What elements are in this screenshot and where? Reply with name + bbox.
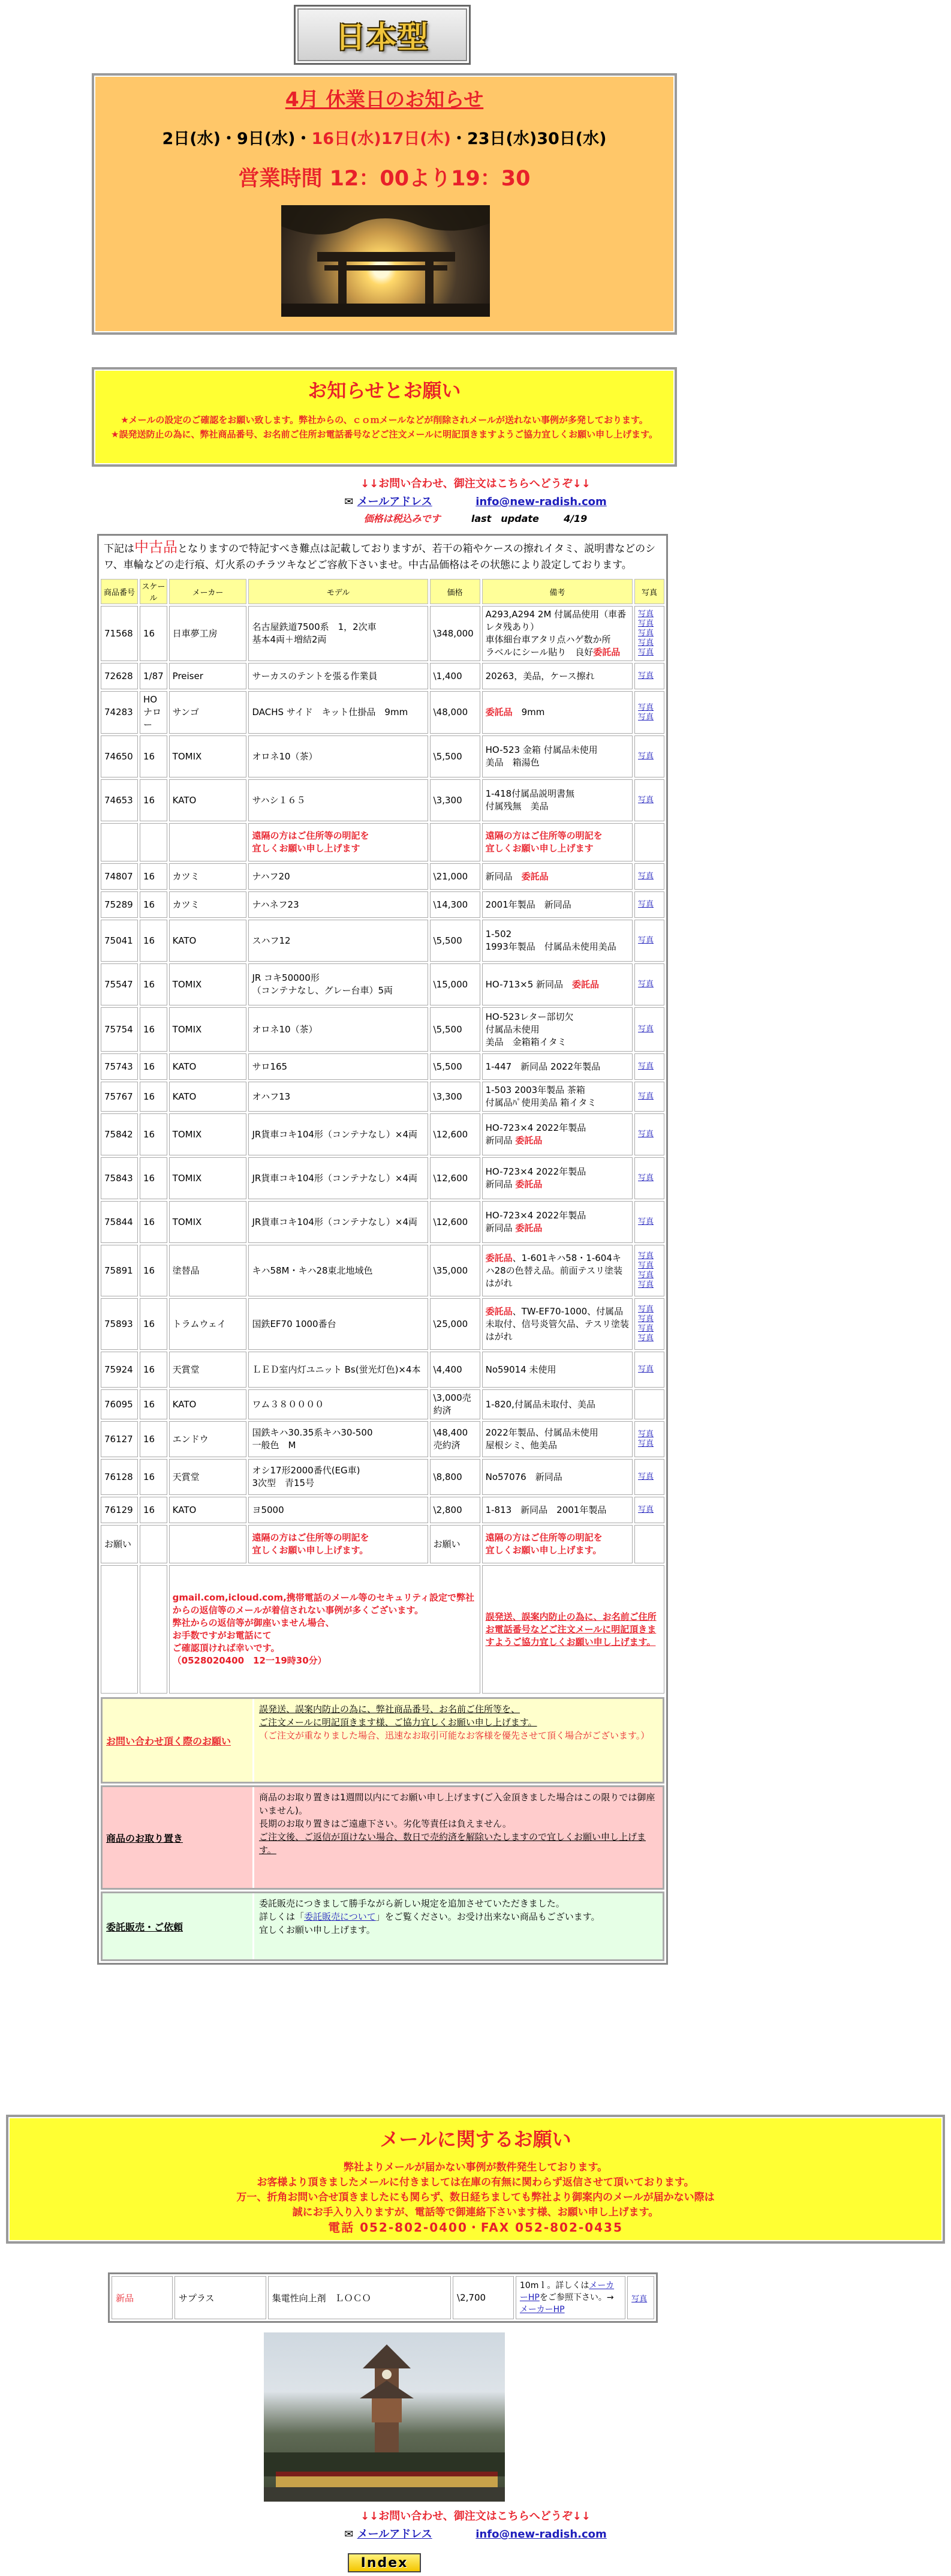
table-row — [101, 1497, 664, 1523]
item-price: \21,000 — [430, 863, 480, 890]
inquiry-label: お問い合わせ頂く際のお願い — [103, 1699, 252, 1782]
table-row — [101, 1352, 664, 1388]
item-scale: 16 — [140, 891, 167, 918]
notice-title: お知らせとお願い — [308, 379, 461, 402]
item-number: 75843 — [101, 1157, 138, 1199]
table-row — [101, 735, 664, 777]
photo-link[interactable]: 写真 — [638, 900, 654, 909]
phone-fax: 電話 052-802-0400・FAX 052-802-0435 — [328, 2220, 623, 2235]
item-scale: 16 — [140, 863, 167, 890]
notice-line-2: ★誤発送防止の為に、弊社商品番号、お名前ご住所お電話番号などご注文メールに明記頂きますようご協力宜しくお願い申し上げます。 — [111, 429, 658, 440]
table-row — [101, 1082, 664, 1112]
item-number: 71568 — [101, 606, 138, 661]
item-price: \15,000 — [430, 963, 480, 1005]
item-maker: KATO — [169, 1082, 247, 1112]
item-maker: Preiser — [169, 663, 247, 689]
item-note: 20263，美品，ケース擦れ — [482, 663, 633, 689]
used-items-intro: 下記は中古品となりますので特記すべき難点は記載しておりますが、若干の箱やケースの擦れイタミ、説明書などのシワ、車輪などの走行痕、灯火系のチラツキなどご容赦下さいませ。中古品価格はその状態により設定しております。 — [104, 539, 656, 571]
item-note: 新同品 委託品 — [482, 863, 633, 890]
photo-link[interactable]: 写真 — [638, 629, 654, 638]
item-number: 76129 — [101, 1497, 138, 1523]
item-model: サロ165 — [248, 1053, 428, 1080]
item-model: JR貨車コキ104形（コンテナなし）×4両 — [248, 1157, 428, 1199]
item-price: \1,400 — [430, 663, 480, 689]
photo-link[interactable]: 写真 — [638, 1261, 654, 1270]
holiday-dates: 2日(水)・9日(水)・16日(水)17日(木)・23日(水)30日(水) — [162, 130, 607, 148]
item-number: 74653 — [101, 779, 138, 821]
item-price: \2,800 — [430, 1497, 480, 1523]
empty-cell — [101, 823, 138, 861]
table-row — [101, 1157, 664, 1199]
mail-address-link-bottom[interactable]: info@new-radish.com — [476, 2528, 607, 2541]
item-number: 74650 — [101, 735, 138, 777]
table-row — [101, 963, 664, 1005]
item-price: \5,500 — [430, 920, 480, 962]
item-price: \3,000売約済 — [430, 1389, 480, 1419]
item-maker: TOMIX — [169, 1113, 247, 1155]
security-notice-row — [101, 1565, 664, 1694]
item-note: No59014 未使用 — [482, 1352, 633, 1388]
item-scale: 16 — [140, 1298, 167, 1350]
hold-body: 商品のお取り置きは1週間以内にてお願い申し上げます(ご入金頂きました場合はこの限りでは御座いません)。 長期のお取り置きはご遠慮下さい。劣化等責任は負えません。 ご注文後、ご返信が頂けない場合、数日で売約済を解除いたしますので宜しくお願い申し上げます。 — [252, 1787, 663, 1888]
table-row — [101, 1053, 664, 1080]
item-note: 委託品、TW-EF70-1000、付属品未取付、信号炎管欠品、テスリ塗装はがれ — [482, 1298, 633, 1350]
contact-heading-bottom: ↓↓お問い合わせ、御注文はこちらへどうぞ↓↓ — [360, 2510, 591, 2523]
mail-address-link[interactable]: info@new-radish.com — [476, 496, 607, 508]
item-price: \348,000 — [430, 606, 480, 661]
item-photo-cell — [634, 863, 664, 890]
item-maker: カツミ — [169, 863, 247, 890]
item-photo-cell — [634, 1053, 664, 1080]
item-model: ＬＥＤ室内灯ユニット Bs(蛍光灯色)×4本 — [248, 1352, 428, 1388]
photo-link[interactable]: 写真 — [638, 1025, 654, 1034]
item-note: 2022年製品、付属品未使用 屋根シミ、他美品 — [482, 1421, 633, 1457]
maker-hp-link-2[interactable]: メーカーHP — [519, 2305, 565, 2314]
item-price: \4,400 — [430, 1352, 480, 1388]
empty-cell — [169, 823, 247, 861]
item-price: \25,000 — [430, 1298, 480, 1350]
item-price: \2,700 — [453, 2276, 514, 2319]
table-row — [101, 1389, 664, 1419]
item-number: 75767 — [101, 1082, 138, 1112]
item-note: 委託品、1-601キハ58・1-604キハ28の色替え品。前面テスリ塗装はがれ — [482, 1245, 633, 1296]
item-maker: TOMIX — [169, 1201, 247, 1243]
item-photo-cell — [634, 1421, 664, 1457]
item-photo-cell — [634, 1298, 664, 1350]
item-scale: 16 — [140, 1082, 167, 1112]
item-number: 75844 — [101, 1201, 138, 1243]
consign-label: 委託販売・ご依頼 — [103, 1893, 252, 1959]
item-price: \35,000 — [430, 1245, 480, 1296]
item-maker: 塗替品 — [169, 1245, 247, 1296]
item-number: 76128 — [101, 1459, 138, 1495]
item-photo-cell — [634, 735, 664, 777]
item-model: オハフ13 — [248, 1082, 428, 1112]
holiday-notice — [92, 73, 677, 335]
item-note: 1-447 新同品 2022年製品 — [482, 1053, 633, 1080]
photo-link[interactable]: 写真 — [638, 712, 654, 722]
empty-cell — [430, 823, 480, 861]
sunset-torii-photo — [281, 205, 490, 317]
item-note: 1-502 1993年製品 付属品未使用美品 — [482, 920, 633, 962]
photo-link[interactable]: 写真 — [638, 872, 654, 881]
item-note: 1-813 新同品 2001年製品 — [482, 1497, 633, 1523]
item-model: オロネ10（茶） — [248, 735, 428, 777]
item-maker: 日車夢工房 — [169, 606, 247, 661]
item-note: 1-418付属品説明書無 付属残無 美品 — [482, 779, 633, 821]
item-price: \3,300 — [430, 779, 480, 821]
item-status: 新品 — [112, 2276, 173, 2319]
item-scale: 16 — [140, 1113, 167, 1155]
item-maker: カツミ — [169, 891, 247, 918]
item-photo-cell — [634, 891, 664, 918]
item-scale: 16 — [140, 606, 167, 661]
photo-link[interactable]: 写真 — [638, 1217, 654, 1226]
table-row — [101, 1007, 664, 1052]
photo-link[interactable]: 写真 — [638, 980, 654, 989]
item-photo-cell — [634, 1113, 664, 1155]
item-scale: HOナロー — [140, 691, 167, 734]
mail-notice-title: メールに関するお願い — [380, 2128, 571, 2151]
item-note: HO-523レター部切欠 付属品未使用 美品 金箱箱イタミ — [482, 1007, 633, 1052]
item-model: 集電性向上剤 ＬＯＣＯ — [268, 2276, 451, 2319]
table-row — [101, 1298, 664, 1350]
page-title-badge — [294, 5, 471, 65]
item-maker: KATO — [169, 1389, 247, 1419]
table-row — [101, 863, 664, 890]
item-number: 75893 — [101, 1298, 138, 1350]
item-maker: TOMIX — [169, 735, 247, 777]
item-model: ワム３８００００ — [248, 1389, 428, 1419]
mail-address-label-link-bottom[interactable]: メールアドレス — [357, 2528, 432, 2541]
item-price: \5,500 — [430, 1053, 480, 1080]
item-photo-cell — [634, 1497, 664, 1523]
item-model: ナハネフ23 — [248, 891, 428, 918]
address-request: 遠隔の方はご住所等の明記を 宜しくお願い申し上げます。 — [482, 1525, 633, 1563]
item-note: 2001年製品 新同品 — [482, 891, 633, 918]
photo-link[interactable]: 写真 — [638, 1280, 654, 1289]
item-maker: KATO — [169, 779, 247, 821]
photo-link[interactable]: 写真 — [638, 619, 654, 628]
item-number: 72628 — [101, 663, 138, 689]
item-note: 委託品 9mm — [482, 691, 633, 734]
item-note: 1-820,付属品未取付、美品 — [482, 1389, 633, 1419]
item-price: \12,600 — [430, 1157, 480, 1199]
item-number: 75754 — [101, 1007, 138, 1052]
table-header-row: 商品番号 スケール メーカー モデル 価格 備考 写真 — [101, 579, 664, 604]
item-number: 75842 — [101, 1113, 138, 1155]
item-price: \5,500 — [430, 1007, 480, 1052]
item-maker: KATO — [169, 1053, 247, 1080]
photo-link[interactable]: 写真 — [638, 1092, 654, 1101]
item-photo-cell — [627, 2276, 654, 2319]
photo-link[interactable]: 写真 — [638, 648, 654, 657]
item-price: \48,000 — [430, 691, 480, 734]
item-number: 75041 — [101, 920, 138, 962]
item-note: HO-723×4 2022年製品 新同品 委託品 — [482, 1157, 633, 1199]
item-price: \12,600 — [430, 1201, 480, 1243]
empty-cell — [169, 1525, 247, 1563]
business-hours: 営業時間 12：00より19：30 — [238, 167, 531, 191]
photo-link[interactable]: 写真 — [638, 1130, 654, 1139]
table-row — [101, 891, 664, 918]
consignment-section — [101, 1892, 664, 1961]
photo-link[interactable]: 写真 — [638, 1472, 654, 1481]
address-request: 遠隔の方はご住所等の明記を 宜しくお願い申し上げます — [482, 823, 633, 861]
item-note: 10mｌ。詳しくはメーカーHPをご参照下さい。→メーカーHP — [516, 2276, 625, 2319]
item-price: \5,500 — [430, 735, 480, 777]
item-number: 75924 — [101, 1352, 138, 1388]
empty-cell — [140, 1565, 167, 1694]
table-row — [101, 1245, 664, 1296]
item-model: 国鉄EF70 1000番台 — [248, 1298, 428, 1350]
mail-icon: ✉ — [344, 2528, 354, 2541]
item-number: 75743 — [101, 1053, 138, 1080]
table-row — [101, 606, 664, 661]
mail-address-label-link[interactable]: メールアドレス — [357, 496, 432, 508]
mail-icon: ✉ — [344, 496, 354, 508]
photo-link[interactable]: 写真 — [638, 1305, 654, 1314]
photo-link[interactable]: 写真 — [638, 671, 654, 680]
item-maker: エンドウ — [169, 1421, 247, 1457]
item-scale: 16 — [140, 1352, 167, 1388]
item-photo-cell — [634, 1245, 664, 1296]
photo-link[interactable]: 写真 — [638, 610, 654, 619]
item-photo-cell — [634, 1352, 664, 1388]
photo-link[interactable]: 写真 — [638, 1430, 654, 1439]
table-row — [101, 1421, 664, 1457]
item-model: サーカスのテントを張る作業員 — [248, 663, 428, 689]
contact-section-bottom — [0, 2508, 951, 2541]
item-scale: 16 — [140, 1007, 167, 1052]
item-photo-cell — [634, 1459, 664, 1495]
item-photo-cell — [634, 1082, 664, 1112]
item-photo-cell — [634, 779, 664, 821]
item-model: JR貨車コキ104形（コンテナなし）×4両 — [248, 1201, 428, 1243]
item-photo-cell — [634, 963, 664, 1005]
item-photo-cell — [634, 691, 664, 734]
photo-link[interactable]: 写真 — [638, 1439, 654, 1448]
item-maker: サプラス — [174, 2276, 266, 2319]
photo-link[interactable]: 写真 — [638, 1271, 654, 1280]
item-price: \12,600 — [430, 1113, 480, 1155]
item-note: 1-503 2003年製品 茶箱 付属品ﾊﾟ使用美品 箱イタミ — [482, 1082, 633, 1112]
item-price: \8,800 — [430, 1459, 480, 1495]
address-request: 遠隔の方はご住所等の明記を 宜しくお願い申し上げます — [248, 823, 428, 861]
item-scale: 16 — [140, 963, 167, 1005]
page-title: 日本型 — [335, 20, 429, 55]
item-scale: 16 — [140, 920, 167, 962]
table-row — [101, 1459, 664, 1495]
photo-link[interactable]: 写真 — [631, 2294, 648, 2304]
item-scale: 1/87 — [140, 663, 167, 689]
new-item-table — [108, 2272, 658, 2323]
item-note: HO-723×4 2022年製品 新同品 委託品 — [482, 1201, 633, 1243]
item-photo-cell — [634, 1007, 664, 1052]
item-price: \3,300 — [430, 1082, 480, 1112]
inquiry-body: 誤発送、誤案内防止の為に、弊社商品番号、お名前ご住所等を、 ご注文メールに明記頂きます様、ご協力宜しくお願い申し上げます。 （ご注文が重なりました場合、迅速なお取引可能なお客様を優先させて頂く場合がございます。） — [252, 1699, 663, 1782]
item-note: HO-713×5 新同品 委託品 — [482, 963, 633, 1005]
item-maker: 天賞堂 — [169, 1459, 247, 1495]
holiday-title: 4月 休業日のお知らせ — [285, 88, 484, 111]
photo-link[interactable]: 写真 — [638, 1334, 654, 1343]
photo-link[interactable]: 写真 — [638, 936, 654, 945]
item-model: 国鉄キハ30.35系キハ30-500 一般色 M — [248, 1421, 428, 1457]
hold-label: 商品のお取り置き — [103, 1787, 252, 1888]
item-scale: 16 — [140, 1245, 167, 1296]
item-model: オシ17形2000番代(EG車) 3次型 青15号 — [248, 1459, 428, 1495]
photo-link[interactable]: 写真 — [638, 795, 654, 804]
item-note: HO-523 金箱 付属品未使用 美品 箱湯色 — [482, 735, 633, 777]
clock-tower-photo — [264, 2332, 505, 2502]
index-button[interactable]: Index — [348, 2553, 421, 2572]
item-maker: 天賞堂 — [169, 1352, 247, 1388]
item-number: 74807 — [101, 863, 138, 890]
item-maker: TOMIX — [169, 1007, 247, 1052]
item-model: キハ58M・キハ28東北地域色 — [248, 1245, 428, 1296]
item-model: スハフ12 — [248, 920, 428, 962]
item-number: 75289 — [101, 891, 138, 918]
table-row — [101, 1201, 664, 1243]
table-row — [101, 1113, 664, 1155]
empty-cell — [140, 823, 167, 861]
contact-heading: ↓↓お問い合わせ、御注文はこちらへどうぞ↓↓ — [360, 478, 591, 490]
photo-link[interactable]: 写真 — [638, 1251, 654, 1260]
notice-and-request — [92, 367, 677, 467]
item-photo-cell — [634, 1201, 664, 1243]
item-number: 76095 — [101, 1389, 138, 1419]
mail-notice: メールに関するお願い 弊社よりメールが届かない事例が数件発生しております。 お客様より頂きましたメールに付きましては在庫の有無に関わらず返信させて頂いております。 万一、折角お問い合せ頂きましたにも関らず、数日経ちましても弊社より御案内のメールが届かない際は 誠にお手入り入りますが、電話等で御連絡下さいます様、お願い申し上げます。 電話 052-802-0400・FAX 052-802-0435 — [6, 2115, 945, 2244]
address-request-row — [101, 823, 664, 861]
empty-cell — [634, 1525, 664, 1563]
item-number: 74283 — [101, 691, 138, 734]
item-maker: TOMIX — [169, 963, 247, 1005]
empty-cell — [101, 1565, 138, 1694]
stock-table — [99, 577, 666, 1695]
item-photo-cell — [634, 1389, 664, 1419]
used-items-table-wrapper — [97, 534, 668, 1965]
empty-cell — [634, 823, 664, 861]
photo-link[interactable]: 写真 — [638, 638, 654, 647]
table-row — [112, 2276, 654, 2319]
item-number: 76127 — [101, 1421, 138, 1457]
item-photo-cell — [634, 663, 664, 689]
item-scale: 16 — [140, 735, 167, 777]
item-scale: 16 — [140, 1421, 167, 1457]
item-maker: KATO — [169, 920, 247, 962]
item-model: JR貨車コキ104形（コンテナなし）×4両 — [248, 1113, 428, 1155]
photo-link[interactable]: 写真 — [638, 1314, 654, 1323]
mail-row — [0, 493, 951, 509]
item-model: JR コキ50000形 （コンテナなし、グレー台車）5両 — [248, 963, 428, 1005]
item-scale: 16 — [140, 1497, 167, 1523]
item-note: HO-723×4 2022年製品 新同品 委託品 — [482, 1113, 633, 1155]
security-notice: gmail.com,icloud.com,携帯電話のメール等のセキュリティ設定で弊社からの返信等のメールが着信されない事例が多くございます。 弊社からの返信等が御座いません場合、 お手数ですがお電話にて ご確認頂ければ幸いです。 （0528020400 12一19時30分） — [169, 1565, 480, 1694]
item-scale: 16 — [140, 1201, 167, 1243]
item-number: 75891 — [101, 1245, 138, 1296]
table-row — [101, 920, 664, 962]
photo-link[interactable]: 写真 — [638, 1505, 654, 1514]
item-model: オロネ10（茶） — [248, 1007, 428, 1052]
item-photo-cell — [634, 606, 664, 661]
item-scale: 16 — [140, 779, 167, 821]
notice-line-1: ★メールの設定のご確認をお願い致します。弊社からの、ｃｏｍメールなどが削除されメールが送れない事例が多発しております。 — [121, 415, 648, 425]
table-row — [101, 779, 664, 821]
item-price: \14,300 — [430, 891, 480, 918]
mail-row-bottom — [0, 2526, 951, 2541]
item-model: DACHS サイド キット仕掛品 9mm — [248, 691, 428, 734]
item-model: サハシ１６５ — [248, 779, 428, 821]
empty-cell — [140, 1525, 167, 1563]
item-maker: トラムウェイ — [169, 1298, 247, 1350]
request-row — [101, 1525, 664, 1563]
item-model: ナハフ20 — [248, 863, 428, 890]
mis-ship-notice: 誤発送、誤案内防止の為に、お名前ご住所お電話番号などご注文メールに明記頂きますようご協力宜しくお願い申し上げます。 — [482, 1565, 664, 1694]
address-request: 遠隔の方はご住所等の明記を 宜しくお願い申し上げます。 — [248, 1525, 428, 1563]
item-model: 名古屋鉄道7500系 1，2次車 基本4両＋増結2両 — [248, 606, 428, 661]
consign-body: 委託販売につきまして勝手ながら新しい規定を追加させていただきました。 詳しくは「委託販売について」をご覧ください。お受け出来ない商品もございます。 宜しくお願い申し上げます。 — [252, 1893, 663, 1959]
table-row — [101, 691, 664, 734]
item-maker: KATO — [169, 1497, 247, 1523]
hold-section — [101, 1785, 664, 1890]
item-price: \48,400売約済 — [430, 1421, 480, 1457]
item-maker: TOMIX — [169, 1157, 247, 1199]
request-label: お願い — [101, 1525, 138, 1563]
item-scale: 16 — [140, 1459, 167, 1495]
photo-link[interactable]: 写真 — [638, 702, 654, 712]
item-note: A293,A294 2M 付属品使用（車番レタ残あり） 車体細台車アタリ点ハゲ数か所 ラベルにシール貼り 良好委託品 — [482, 606, 633, 661]
item-scale: 16 — [140, 1157, 167, 1199]
maker-hp-link-1[interactable]: メーカーHP — [519, 2281, 615, 2302]
inquiry-request-section — [101, 1697, 664, 1784]
item-scale: 16 — [140, 1053, 167, 1080]
item-model: ヨ5000 — [248, 1497, 428, 1523]
item-number: 75547 — [101, 963, 138, 1005]
request-label: お願い — [430, 1525, 480, 1563]
item-photo-cell — [634, 920, 664, 962]
item-scale: 16 — [140, 1389, 167, 1419]
contact-section — [0, 475, 951, 525]
item-maker: サンゴ — [169, 691, 247, 734]
item-photo-cell — [634, 1157, 664, 1199]
photo-link[interactable]: 写真 — [638, 1062, 654, 1071]
table-row — [101, 663, 664, 689]
photo-link[interactable]: 写真 — [638, 1365, 654, 1374]
photo-link[interactable]: 写真 — [638, 1324, 654, 1333]
item-note: No57076 新同品 — [482, 1459, 633, 1495]
price-and-update: 価格は税込みです last update 4/19 — [363, 513, 588, 524]
photo-link[interactable]: 写真 — [638, 752, 654, 761]
consignment-info-link[interactable]: 委託販売について — [304, 1911, 376, 1922]
photo-link[interactable]: 写真 — [638, 1173, 654, 1182]
